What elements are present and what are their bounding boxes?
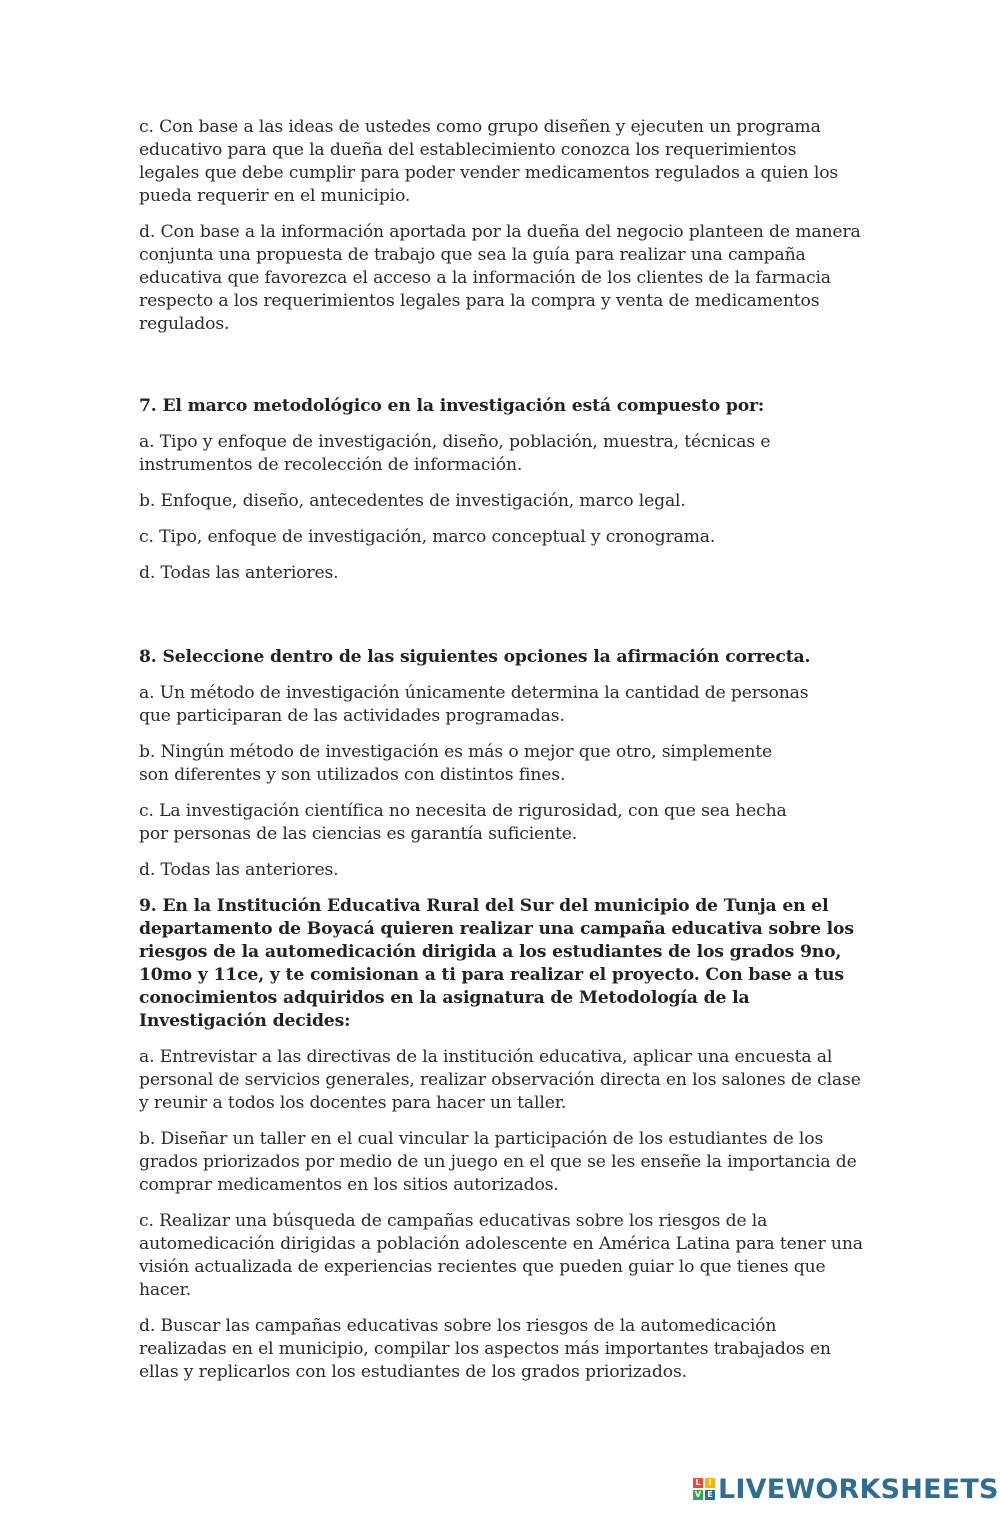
spacer xyxy=(139,598,869,646)
question-8-option-a: a. Un método de investigación únicamente determina la cantidad de personas que participaran de las actividades programadas. xyxy=(139,683,809,726)
question-7-option-b: b. Enfoque, diseño, antecedentes de investigación, marco legal. xyxy=(139,491,686,511)
logo-blocks-icon xyxy=(693,1478,715,1500)
spacer xyxy=(139,349,869,395)
question-8-option-d: d. Todas las anteriores. xyxy=(139,860,339,880)
question-8-option-c: c. La investigación científica no necesita de rigurosidad, con que sea hecha por personas de las ciencias es garantía suficiente. xyxy=(139,801,787,844)
question-9-title: 9. En la Institución Educativa Rural del Sur del municipio de Tunja en el departamento de Boyacá quieren realizar una campaña educativa sobre los riesgos de la automedicación dirigida a los estudiantes de los grados 9no, 10mo y 11ce, y te comisionan a ti para realizar el proyecto. Con base a tus conocimientos adquiridos en la asignatura de Metodología de la Investigación decides: xyxy=(139,896,854,1031)
liveworksheets-logo xyxy=(693,1473,999,1505)
logo-wordmark: LIVEWORKSHEETS xyxy=(718,1473,999,1505)
worksheet-page xyxy=(139,116,869,1397)
question-9-option-b: b. Diseñar un taller en el cual vincular la participación de los estudiantes de los grados priorizados por medio de un juego en el que se les enseñe la importancia de comprar medicamentos en los sitios autorizados. xyxy=(139,1129,857,1195)
logo-block-l: L xyxy=(693,1478,703,1488)
question-9-option-d: d. Buscar las campañas educativas sobre los riesgos de la automedicación realizadas en el municipio, compilar los aspectos más importantes trabajados en ellas y replicarlos con los estudiantes de los grados priorizados. xyxy=(139,1316,831,1382)
question-8-option-b: b. Ningún método de investigación es más o mejor que otro, simplemente son diferentes y son utilizados con distintos fines. xyxy=(139,742,773,785)
question-8-title: 8. Seleccione dentro de las siguientes opciones la afirmación correcta. xyxy=(139,647,811,667)
logo-block-e: E xyxy=(705,1490,715,1500)
option-d-prev-question: d. Con base a la información aportada por la dueña del negocio planteen de manera conjunta una propuesta de trabajo que sea la guía para realizar una campaña educativa que favorezca el acceso a la información de los clientes de la farmacia respecto a los requerimientos legales para la compra y venta de medicamentos regulados. xyxy=(139,222,861,334)
question-7-option-d: d. Todas las anteriores. xyxy=(139,563,339,583)
question-9-option-a: a. Entrevistar a las directivas de la institución educativa, aplicar una encuesta al personal de servicios generales, realizar observación directa en los salones de clase y reunir a todos los docentes para hacer un taller. xyxy=(139,1047,861,1113)
question-7-title: 7. El marco metodológico en la investigación está compuesto por: xyxy=(139,396,765,416)
question-7-option-c: c. Tipo, enfoque de investigación, marco conceptual y cronograma. xyxy=(139,527,716,547)
question-9-option-c: c. Realizar una búsqueda de campañas educativas sobre los riesgos de la automedicación dirigidas a población adolescente en América Latina para tener una visión actualizada de experiencias recientes que pueden guiar lo que tienes que hacer. xyxy=(139,1211,863,1300)
logo-block-i: I xyxy=(705,1478,715,1488)
logo-block-v: V xyxy=(694,1490,702,1499)
question-7-option-a: a. Tipo y enfoque de investigación, diseño, población, muestra, técnicas e instrumentos de recolección de información. xyxy=(139,432,771,475)
option-c-prev-question: c. Con base a las ideas de ustedes como grupo diseñen y ejecuten un programa educativo para que la dueña del establecimiento conozca los requerimientos legales que debe cumplir para poder vender medicamentos regulados a quien los pueda requerir en el municipio. xyxy=(139,117,839,206)
